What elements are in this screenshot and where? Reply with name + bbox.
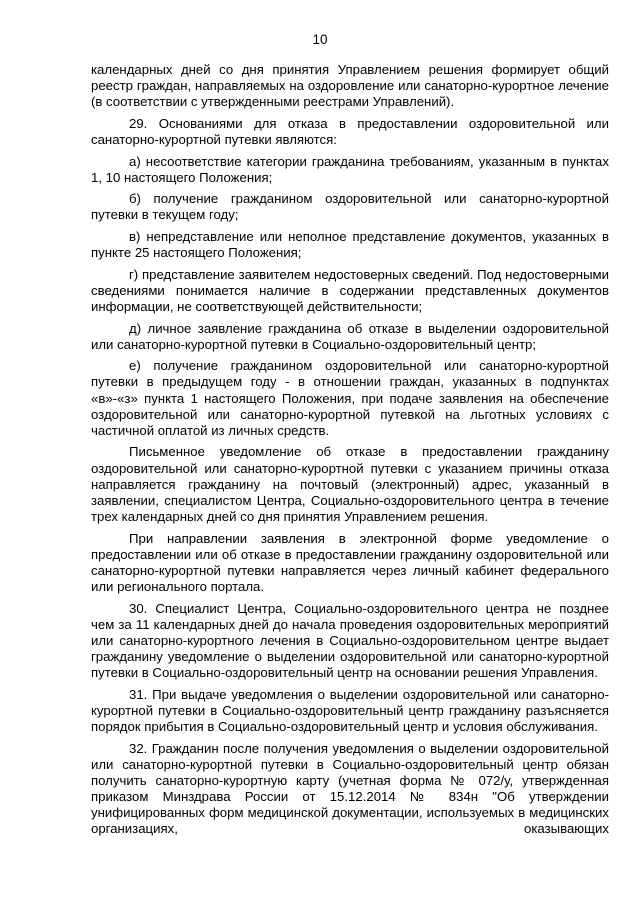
paragraph-electronic-notice: При направлении заявления в электронной форме уведомление о предоставлении или об отказе в предоставлении гражданину оздоровительной или санаторно-курортной путевки направляется через личный кабинет федерального или регионального портала. xyxy=(91,530,609,595)
paragraph-item-29: 29. Основаниями для отказа в предоставлении оздоровительной или санаторно-курортной путевки являются: xyxy=(91,115,609,148)
paragraph-subitem-v: в) непредставление или неполное представление документов, указанных в пункте 25 настоящего Положения; xyxy=(91,228,609,261)
document-body xyxy=(91,62,609,843)
paragraph-subitem-b: б) получение гражданином оздоровительной или санаторно-курортной путевки в текущем году; xyxy=(91,191,609,223)
paragraph-subitem-d: д) личное заявление гражданина об отказе в выделении оздоровительной или санаторно-курортной путевки в Социально-оздоровительный центр; xyxy=(91,320,609,352)
paragraph-item-32: 32. Гражданин после получения уведомления о выделении оздоровительной или санаторно-курортной путевки в Социально-оздоровительный центр обязан получить санаторно-курортную карту (учетная форма № 072/у, утвержденная приказом Минздрава России от 15.12.2014 № 834н "Об утверждении унифицированных форм медицинской документации, используемых в медицинских организациях, оказывающих xyxy=(91,740,609,837)
paragraph-refusal-notice: Письменное уведомление об отказе в предоставлении гражданину оздоровительной или санаторно-курортной путевки с указанием причины отказа направляется гражданину на почтовый (электронный) адрес, указанный в заявлении, специалистом Центра, Социально-оздоровительного центра в течение трех календарных дней со дня принятия Управлением решения. xyxy=(91,444,609,525)
paragraph-subitem-e: е) получение гражданином оздоровительной или санаторно-курортной путевки в предыдущем году - в отношении граждан, указанных в подпунктах «в»-«з» пункта 1 настоящего Положения, при подаче заявления на обеспечение оздоровительной или санаторно-курортной путевкой на льготных условиях с частичной оплатой из личных средств. xyxy=(91,358,609,438)
page-number: 10 xyxy=(312,32,328,47)
paragraph-subitem-a: а) несоответствие категории гражданина требованиям, указанным в пунктах 1, 10 настоящего Положения; xyxy=(91,153,609,185)
paragraph-item-30: 30. Специалист Центра, Социально-оздоровительного центра не позднее чем за 11 календарных дней до начала проведения оздоровительных мероприятий или санаторно-курортного лечения в Социально-оздоровительном центре выдает гражданину уведомление о выделении оздоровительной или санаторно-курортной путевки в Социально-оздоровительный центр на основании решения Управления. xyxy=(91,600,609,681)
paragraph-subitem-g: г) представление заявителем недостоверных сведений. Под недостоверными сведениями понимается наличие в содержании представленных документов информации, не соответствующей действительности; xyxy=(91,266,609,314)
paragraph-continuation: календарных дней со дня принятия Управлением решения формирует общий реестр граждан, направляемых на оздоровление или санаторно-курортное лечение (в соответствии с утвержденными реестрами Управлений). xyxy=(91,62,609,110)
paragraph-item-31: 31. При выдаче уведомления о выделении оздоровительной или санаторно-курортной путевки в Социально-оздоровительный центр гражданину разъясняется порядок прибытия в Социально-оздоровительный центр и условия обслуживания. xyxy=(91,686,609,735)
